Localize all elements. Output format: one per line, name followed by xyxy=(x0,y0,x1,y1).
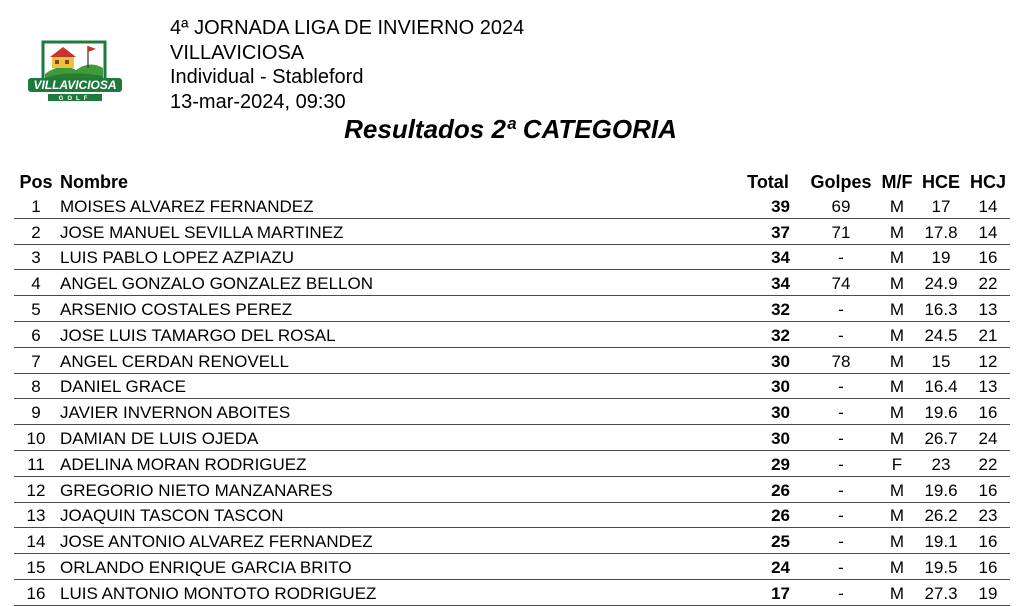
table-row xyxy=(14,270,1010,296)
row-pos: 10 xyxy=(14,425,58,451)
row-pos: 9 xyxy=(14,399,58,425)
row-pos: 14 xyxy=(14,528,58,554)
row-gender: M xyxy=(878,399,916,425)
row-golpes: - xyxy=(804,476,878,502)
table-row xyxy=(14,296,1010,322)
header-mf: M/F xyxy=(881,172,913,192)
row-name: ANGEL GONZALO GONZALEZ BELLON xyxy=(58,270,732,296)
row-hcj: 16 xyxy=(966,244,1010,270)
table-row xyxy=(14,399,1010,425)
tournament-format: Individual - Stableford xyxy=(170,66,364,88)
row-name: ARSENIO COSTALES PEREZ xyxy=(58,296,732,322)
row-gender: F xyxy=(878,450,916,476)
header-total: Total xyxy=(747,172,789,192)
row-pos: 7 xyxy=(14,347,58,373)
table-row xyxy=(14,218,1010,244)
row-total: 30 xyxy=(732,425,804,451)
row-hce: 16.4 xyxy=(916,373,966,399)
row-hcj: 23 xyxy=(966,502,1010,528)
row-hce: 19.1 xyxy=(916,528,966,554)
row-hce: 15 xyxy=(916,347,966,373)
row-hce: 24.5 xyxy=(916,321,966,347)
row-gender: M xyxy=(878,579,916,605)
header-name: Nombre xyxy=(60,172,129,192)
table-row xyxy=(14,476,1010,502)
row-total: 24 xyxy=(732,554,804,580)
row-gender: M xyxy=(878,321,916,347)
row-name: DANIEL GRACE xyxy=(58,373,732,399)
row-pos: 15 xyxy=(14,554,58,580)
row-golpes: - xyxy=(804,296,878,322)
row-hcj: 19 xyxy=(966,579,1010,605)
row-hce: 24.9 xyxy=(916,270,966,296)
row-hce: 17.8 xyxy=(916,218,966,244)
header-golpes: Golpes xyxy=(810,172,872,192)
row-total: 34 xyxy=(732,270,804,296)
row-hcj: 16 xyxy=(966,528,1010,554)
table-row xyxy=(14,321,1010,347)
row-gender: M xyxy=(878,373,916,399)
row-golpes: 74 xyxy=(804,270,878,296)
club-logo xyxy=(26,34,124,106)
row-gender: M xyxy=(878,502,916,528)
row-hcj: 16 xyxy=(966,476,1010,502)
row-pos: 13 xyxy=(14,502,58,528)
svg-text:VILLAVICIOSA: VILLAVICIOSA xyxy=(33,78,117,92)
row-name: ORLANDO ENRIQUE GARCIA BRITO xyxy=(58,554,732,580)
row-gender: M xyxy=(878,347,916,373)
header-hce: HCE xyxy=(921,172,960,192)
row-name: JOSE ANTONIO ALVAREZ FERNANDEZ xyxy=(58,528,732,554)
row-golpes: - xyxy=(804,244,878,270)
row-gender: M xyxy=(878,270,916,296)
row-hce: 19.6 xyxy=(916,399,966,425)
row-hce: 19.5 xyxy=(916,554,966,580)
row-total: 26 xyxy=(732,476,804,502)
row-gender: M xyxy=(878,425,916,451)
row-pos: 12 xyxy=(14,476,58,502)
tournament-venue: VILLAVICIOSA xyxy=(170,41,305,64)
row-hcj: 16 xyxy=(966,554,1010,580)
row-golpes: - xyxy=(804,399,878,425)
tournament-date: 13-mar-2024, 09:30 xyxy=(170,90,346,113)
row-hcj: 21 xyxy=(966,321,1010,347)
row-total: 25 xyxy=(732,528,804,554)
row-total: 32 xyxy=(732,296,804,322)
row-golpes: - xyxy=(804,373,878,399)
row-hce: 16.3 xyxy=(916,296,966,322)
row-hcj: 14 xyxy=(966,218,1010,244)
results-table xyxy=(14,170,1010,606)
row-pos: 16 xyxy=(14,579,58,605)
row-name: JOSE LUIS TAMARGO DEL ROSAL xyxy=(58,321,732,347)
row-golpes: - xyxy=(804,554,878,580)
row-total: 30 xyxy=(732,347,804,373)
table-row xyxy=(14,502,1010,528)
page-title-text: Resultados 2ª CATEGORIA xyxy=(344,114,677,144)
row-total: 30 xyxy=(732,373,804,399)
header-hcj: HCJ xyxy=(969,172,1006,192)
svg-text:GOLF: GOLF xyxy=(58,96,92,102)
table-header-row xyxy=(14,170,1010,193)
row-total: 30 xyxy=(732,399,804,425)
row-gender: M xyxy=(878,296,916,322)
row-hce: 23 xyxy=(916,450,966,476)
row-name: JOSE MANUEL SEVILLA MARTINEZ xyxy=(58,218,732,244)
row-hce: 17 xyxy=(916,193,966,218)
row-name: ANGEL CERDAN RENOVELL xyxy=(58,347,732,373)
page-title xyxy=(0,114,1023,145)
row-name: ADELINA MORAN RODRIGUEZ xyxy=(58,450,732,476)
row-golpes: - xyxy=(804,502,878,528)
row-pos: 8 xyxy=(14,373,58,399)
row-name: JOAQUIN TASCON TASCON xyxy=(58,502,732,528)
row-name: LUIS ANTONIO MONTOTO RODRIGUEZ xyxy=(58,579,732,605)
row-name: DAMIAN DE LUIS OJEDA xyxy=(58,425,732,451)
row-gender: M xyxy=(878,218,916,244)
row-gender: M xyxy=(878,244,916,270)
row-golpes: - xyxy=(804,450,878,476)
results-body xyxy=(14,193,1010,605)
row-hcj: 22 xyxy=(966,450,1010,476)
row-golpes: - xyxy=(804,425,878,451)
row-hce: 27.3 xyxy=(916,579,966,605)
row-hcj: 14 xyxy=(966,193,1010,218)
row-gender: M xyxy=(878,193,916,218)
table-row xyxy=(14,554,1010,580)
row-hce: 19.6 xyxy=(916,476,966,502)
row-hcj: 16 xyxy=(966,399,1010,425)
table-row xyxy=(14,193,1010,218)
row-total: 32 xyxy=(732,321,804,347)
row-name: GREGORIO NIETO MANZANARES xyxy=(58,476,732,502)
table-row xyxy=(14,347,1010,373)
table-row xyxy=(14,425,1010,451)
tournament-name: 4ª JORNADA LIGA DE INVIERNO 2024 xyxy=(170,17,525,39)
table-row xyxy=(14,528,1010,554)
row-total: 39 xyxy=(732,193,804,218)
row-hce: 19 xyxy=(916,244,966,270)
row-gender: M xyxy=(878,476,916,502)
tournament-info xyxy=(170,16,524,114)
row-golpes: - xyxy=(804,528,878,554)
row-name: LUIS PABLO LOPEZ AZPIAZU xyxy=(58,244,732,270)
row-golpes: - xyxy=(804,321,878,347)
row-golpes: 69 xyxy=(804,193,878,218)
row-total: 34 xyxy=(732,244,804,270)
row-hcj: 12 xyxy=(966,347,1010,373)
row-gender: M xyxy=(878,554,916,580)
row-total: 17 xyxy=(732,579,804,605)
row-total: 26 xyxy=(732,502,804,528)
row-pos: 2 xyxy=(14,218,58,244)
table-row xyxy=(14,373,1010,399)
row-hcj: 13 xyxy=(966,296,1010,322)
row-pos: 4 xyxy=(14,270,58,296)
table-row xyxy=(14,244,1010,270)
row-golpes: - xyxy=(804,579,878,605)
row-hcj: 13 xyxy=(966,373,1010,399)
row-name: JAVIER INVERNON ABOITES xyxy=(58,399,732,425)
header-pos: Pos xyxy=(19,172,53,192)
row-hce: 26.2 xyxy=(916,502,966,528)
row-pos: 3 xyxy=(14,244,58,270)
row-gender: M xyxy=(878,528,916,554)
row-name: MOISES ALVAREZ FERNANDEZ xyxy=(58,193,732,218)
table-row xyxy=(14,450,1010,476)
row-total: 29 xyxy=(732,450,804,476)
row-hce: 26.7 xyxy=(916,425,966,451)
row-golpes: 71 xyxy=(804,218,878,244)
row-pos: 11 xyxy=(14,450,58,476)
row-golpes: 78 xyxy=(804,347,878,373)
row-pos: 1 xyxy=(14,193,58,218)
row-pos: 6 xyxy=(14,321,58,347)
row-hcj: 22 xyxy=(966,270,1010,296)
row-total: 37 xyxy=(732,218,804,244)
row-pos: 5 xyxy=(14,296,58,322)
row-hcj: 24 xyxy=(966,425,1010,451)
table-row xyxy=(14,579,1010,605)
